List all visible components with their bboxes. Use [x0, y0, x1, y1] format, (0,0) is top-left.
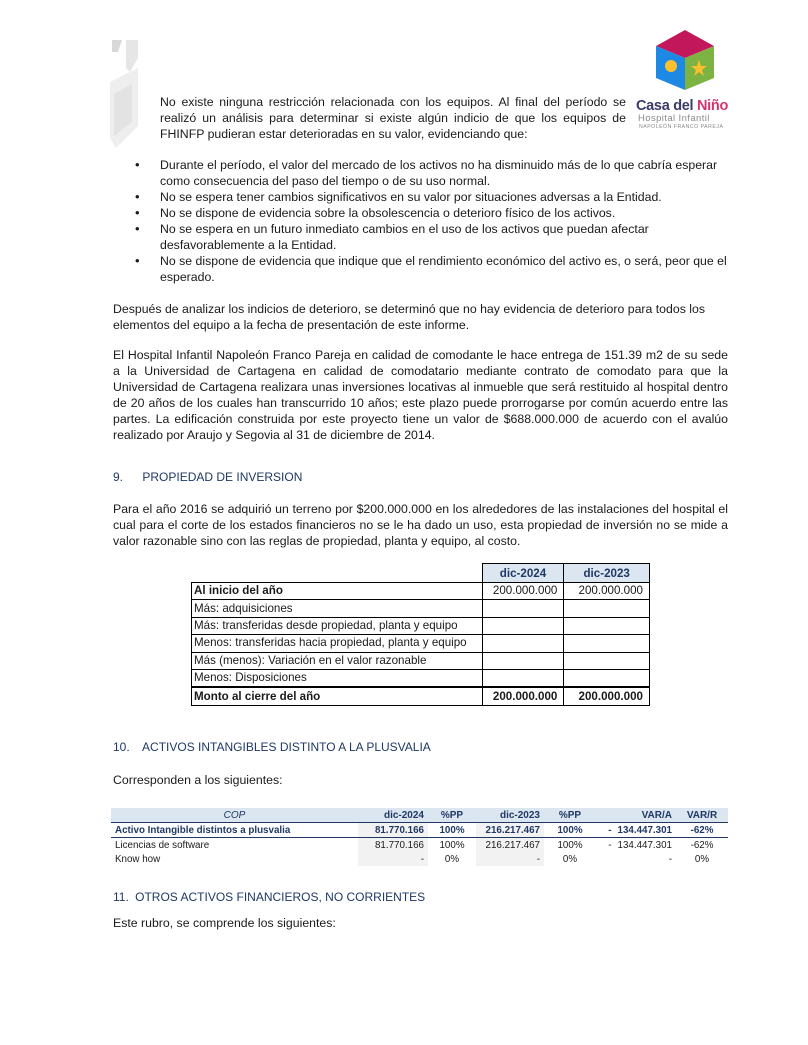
impairment-bullet-list — [113, 157, 728, 285]
comodato-paragraph: El Hospital Infantil Napoleón Franco Pareja en calidad de comodante le hace entrega de 151.39 m2 de su sede a la Universidad de Cartagena en calidad de comodatario mediante contrato de comodato para que la Universidad de Cartagena realizara unas inversiones locativas al inmueble que será restituido al hospital dentro de 20 años de los cuales han transcurrido 10 años; este plazo puede prorrogarse por común acuerdo entre las partes. La edificación construida por este proyecto tiene un valor de $688.000.000 de acuerdo con el avalúo realizado por Araujo y Segovia al 31 de diciembre de 2014. — [113, 348, 728, 442]
table-row — [192, 583, 650, 600]
cell-dic-2023: 216.217.467 — [476, 823, 544, 838]
table-total-row — [111, 823, 728, 838]
table-row — [111, 852, 728, 866]
section-9-number: 9. — [113, 470, 124, 484]
table-header-blank — [192, 564, 483, 583]
var-a-value: 134.447.301 — [617, 839, 672, 851]
cell-2023 — [564, 600, 650, 617]
table-row — [192, 600, 650, 617]
row-label: Menos: transferidas hacia propiedad, planta y equipo — [192, 635, 483, 652]
cell-var-r: 0% — [694, 853, 710, 865]
row-label: Al inicio del año — [192, 583, 483, 600]
cell-var-a — [596, 823, 676, 838]
var-a-value: 134.447.301 — [617, 824, 672, 836]
var-a-sign: - — [608, 824, 612, 836]
section-10-title: ACTIVOS INTANGIBLES DISTINTO A LA PLUSVALIA — [142, 740, 431, 754]
cell-dic-2023: - — [476, 852, 544, 866]
section-11-heading — [113, 890, 425, 904]
cell-2024: 200.000.000 — [482, 687, 564, 705]
logo-house-icon — [652, 28, 718, 92]
section-10-intro: Corresponden a los siguientes: — [113, 773, 283, 787]
bullet-item: • No se dispone de evidencia sobre la obsolescencia o deterioro físico de los activos. — [113, 205, 728, 221]
cell-2023 — [564, 617, 650, 634]
cell-2023: 200.000.000 — [564, 687, 650, 705]
cell-pp-2024: 100% — [428, 823, 476, 838]
cell-2024: 200.000.000 — [482, 583, 564, 600]
row-label: Menos: Disposiciones — [192, 669, 483, 687]
section-10-heading — [113, 740, 431, 754]
column-header: dic-2023 — [564, 564, 650, 583]
row-label: Más: transferidas desde propiedad, planta y equipo — [192, 617, 483, 634]
investment-property-table — [191, 563, 650, 706]
column-header: dic-2024 — [482, 564, 564, 583]
row-label: Monto al cierre del año — [192, 687, 483, 705]
row-label: Más (menos): Variación en el valor razonable — [192, 652, 483, 669]
row-label: Licencias de software — [115, 839, 210, 851]
logo-title-part1: Casa del — [636, 98, 697, 114]
column-header: dic-2024 — [358, 808, 428, 823]
column-header: VAR/A — [596, 808, 676, 823]
section-9-heading — [113, 470, 302, 484]
table-row — [192, 635, 650, 652]
column-header: %PP — [428, 808, 476, 823]
cell-2024 — [482, 669, 564, 687]
cell-dic-2023: 216.217.467 — [476, 838, 544, 853]
cell-2023 — [564, 652, 650, 669]
column-header: COP — [111, 808, 358, 823]
table-row — [192, 669, 650, 687]
cell-pp-2023: 100% — [544, 823, 596, 838]
table-total-row — [192, 687, 650, 705]
section-10-number: 10. — [113, 740, 130, 754]
logo-subtitle-small: NAPOLEÓN FRANCO PAREJA — [639, 124, 724, 130]
section-11-number: 11. — [113, 890, 129, 904]
cell-2024 — [482, 635, 564, 652]
column-header: dic-2023 — [476, 808, 544, 823]
logo-subtitle: Hospital Infantil — [638, 113, 710, 124]
column-header: %PP — [544, 808, 596, 823]
cell-dic-2024: - — [358, 852, 428, 866]
bullet-item: • No se espera en un futuro inmediato cambios en el uso de los activos que puedan afectar desfavorablemente a la Entidad. — [113, 221, 728, 253]
table-row — [192, 617, 650, 634]
row-label: Más: adquisiciones — [192, 600, 483, 617]
intangibles-table — [111, 808, 728, 866]
cell-pp-2023: 100% — [557, 839, 583, 851]
cell-pp-2023: 0% — [562, 853, 578, 865]
intro-paragraph: No existe ninguna restricción relacionada con los equipos. Al final del período se realizó un análisis para determinar si existe algún indicio de que los equipos de FHINFP pudieran estar deterioradas en su valor, evidenciando que: — [160, 95, 626, 141]
table-row — [192, 652, 650, 669]
bullet-item: • Durante el período, el valor del mercado de los activos no ha disminuido más de lo que cabría esperar como consecuencia del paso del tiempo o de su uso normal. — [113, 157, 728, 189]
var-a-value: - — [668, 853, 672, 865]
column-header: VAR/R — [676, 808, 728, 823]
cell-2023: 200.000.000 — [564, 583, 650, 600]
cell-2024 — [482, 652, 564, 669]
section-11-intro: Este rubro, se comprende los siguientes: — [113, 916, 336, 930]
table-header-row — [111, 808, 728, 823]
cell-dic-2024: 81.770.166 — [358, 838, 428, 853]
cell-var-r: -62% — [690, 839, 714, 851]
impairment-conclusion-paragraph: Después de analizar los indicios de deterioro, se determinó que no hay evidencia de deterioro para todos los elementos del equipo a la fecha de presentación de este informe. — [113, 302, 705, 332]
cell-pp-2024: 100% — [439, 839, 465, 851]
table-header-row — [192, 564, 650, 583]
decorative-margin-shape — [108, 38, 142, 158]
row-label: Activo Intangible distintos a plusvalia — [111, 823, 358, 838]
cell-2024 — [482, 617, 564, 634]
cell-dic-2024: 81.770.166 — [358, 823, 428, 838]
bullet-item: • No se dispone de evidencia que indique que el rendimiento económico del activo es, o será, peor que el esperado. — [113, 253, 728, 285]
table-row — [111, 838, 728, 853]
cell-2023 — [564, 635, 650, 652]
row-label: Know how — [115, 853, 161, 865]
section-9-paragraph: Para el año 2016 se adquirió un terreno por $200.000.000 en los alrededores de las instalaciones del hospital el cual para el corte de los estados financieros no se le ha dado un uso, esta propiedad de inversión no se mide a valor razonable sino con las reglas de propiedad, planta y equipo, al costo. — [113, 502, 728, 548]
cell-2024 — [482, 600, 564, 617]
bullet-item: • No se espera tener cambios significativos en su valor por situaciones adversas a la Entidad. — [113, 189, 728, 205]
cell-var-a — [596, 838, 676, 853]
cell-2023 — [564, 669, 650, 687]
cell-pp-2024: 0% — [444, 853, 460, 865]
logo-title-part2: Niño — [696, 98, 728, 114]
section-9-title: PROPIEDAD DE INVERSION — [142, 470, 303, 484]
var-a-sign: - — [608, 839, 612, 851]
cell-var-r: -62% — [676, 823, 728, 838]
cell-var-a — [596, 852, 676, 866]
section-11-title: OTROS ACTIVOS FINANCIEROS, NO CORRIENTES — [135, 890, 426, 904]
hospital-logo — [634, 28, 734, 132]
